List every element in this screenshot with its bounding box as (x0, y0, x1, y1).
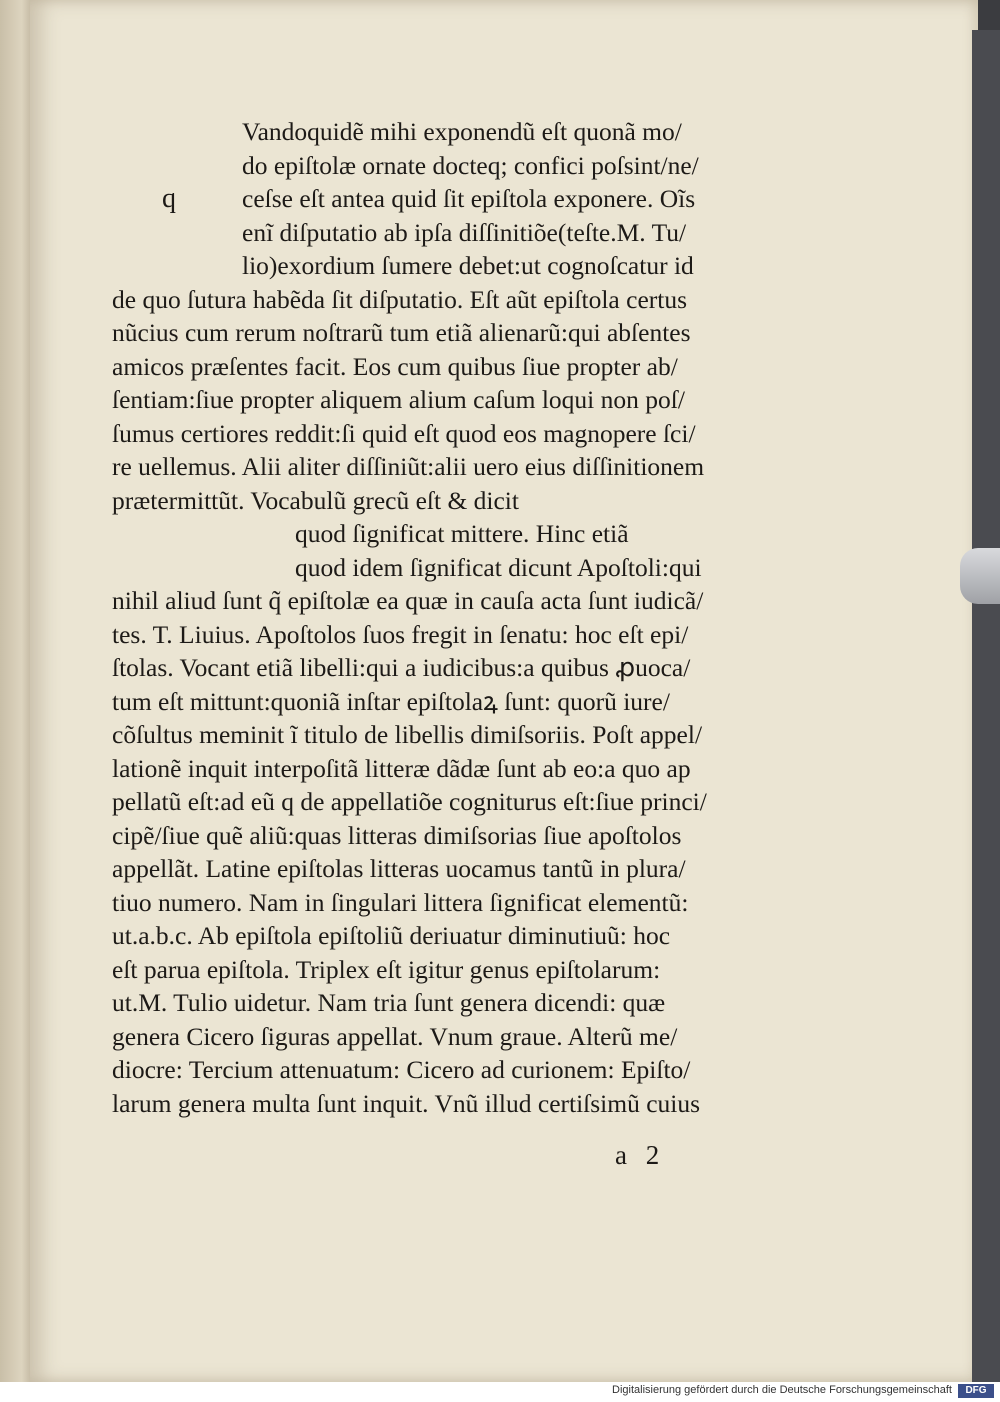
dfg-logo: DFG (958, 1384, 994, 1398)
text-line: ſentiam:ſiue propter aliquem alium caſum loqui non poſ/ (112, 385, 685, 414)
text-line: pellatũ eſt:ad eũ q de appellatiõe cogniturus eſt:ſiue princi/ (112, 787, 707, 816)
page-text (112, 115, 752, 1120)
text-line: quod idem ſignificat dicunt Apoſtoli:qui (295, 552, 702, 582)
text-line: ceſse eſt antea quid ſit epiſtola exponere. Oĩs (242, 184, 696, 213)
text-line: Vandoquidẽ mihi exponendũ eſt quonã mo/ (242, 117, 682, 146)
text-line: do epiſtolæ ornate docteq; confici poſsint/ne/ (242, 150, 699, 180)
text-line: ſtolas. Vocant etiã libelli:qui a iudicibus:a quibus ꝓuoca/ (112, 653, 691, 682)
text-line: lio)exordium ſumere debet:ut cognoſcatur id (242, 251, 694, 280)
text-line: ut.a.b.c. Ab epiſtola epiſtoliũ deriuatur diminutiuũ: hoc (112, 921, 671, 950)
text-line: re uellemus. Alii aliter diſſiniũt:alii uero eius diſſinitionem (112, 452, 705, 481)
text-line: quod ſignificat mittere. Hinc etiã (295, 519, 629, 548)
text-line: ut.M. Tulio uidetur. Nam tria ſunt genera dicendi: quæ (112, 988, 666, 1017)
funding-credit: Digitalisierung gefördert durch die Deutsche Forschungsgemeinschaft (612, 1384, 952, 1396)
text-line: nihil aliud ſunt q̃ epiſtolæ ea quæ in cauſa acta ſunt iudicã/ (112, 586, 704, 615)
text-line: genera Cicero ſiguras appellat. Vnum graue. Alterũ me/ (112, 1021, 678, 1051)
text-line: amicos præſentes facit. Eos cum quibus ſiue propter ab/ (112, 351, 678, 381)
text-line: eſt parua epiſtola. Triplex eſt igitur genus epiſtolarum: (112, 954, 661, 984)
signature-mark: a 2 (615, 1140, 666, 1170)
text-line: prætermittũt. Vocabulũ grecũ eſt & dicit (112, 485, 519, 515)
text-line: appellãt. Latine epiſtolas litteras uocamus tantũ in plura/ (112, 854, 686, 883)
text-line: cipẽ/ſiue quẽ aliũ:quas litteras dimiſsorias ſiue apoſtolos (112, 820, 682, 850)
footer-bar (0, 1382, 1000, 1402)
text-line: lationẽ inquit interpoſitã litteræ dãdæ ſunt ab eo:a quo ap (112, 753, 691, 783)
text-line: diocre: Tercium attenuatum: Cicero ad curionem: Epiſto/ (112, 1055, 691, 1084)
text-line: de quo ſutura habẽda ſit diſputatio. Eſt aũt epiſtola certus (112, 284, 688, 314)
text-line: tiuo numero. Nam in ſingulari littera ſignificat elementũ: (112, 887, 689, 917)
page-clamp (960, 548, 1000, 604)
text-line: cõſultus meminit ĩ titulo de libellis dimiſsoriis. Poſt appel/ (112, 720, 703, 749)
text-line: tes. T. Liuius. Apoſtolos ſuos fregit in ſenatu: hoc eſt epi/ (112, 619, 689, 649)
text-line: ſumus certiores reddit:ſi quid eſt quod eos magnopere ſci/ (112, 418, 696, 448)
guide-letter: q (162, 183, 176, 214)
scanner-background (972, 30, 1000, 1382)
text-line: enĩ diſputatio ab ipſa diſſinitiõe(teſte.M. Tu/ (242, 217, 687, 247)
text-line: tum eſt mittunt:quoniã inſtar epiſtolaꝝ ſunt: quorũ iure/ (112, 686, 670, 716)
text-line: nũcius cum rerum noſtrarũ tum etiã alienarũ:qui abſentes (112, 318, 691, 347)
text-line: larum genera multa ſunt inquit. Vnũ illud certiſsimũ cuius (112, 1088, 701, 1118)
